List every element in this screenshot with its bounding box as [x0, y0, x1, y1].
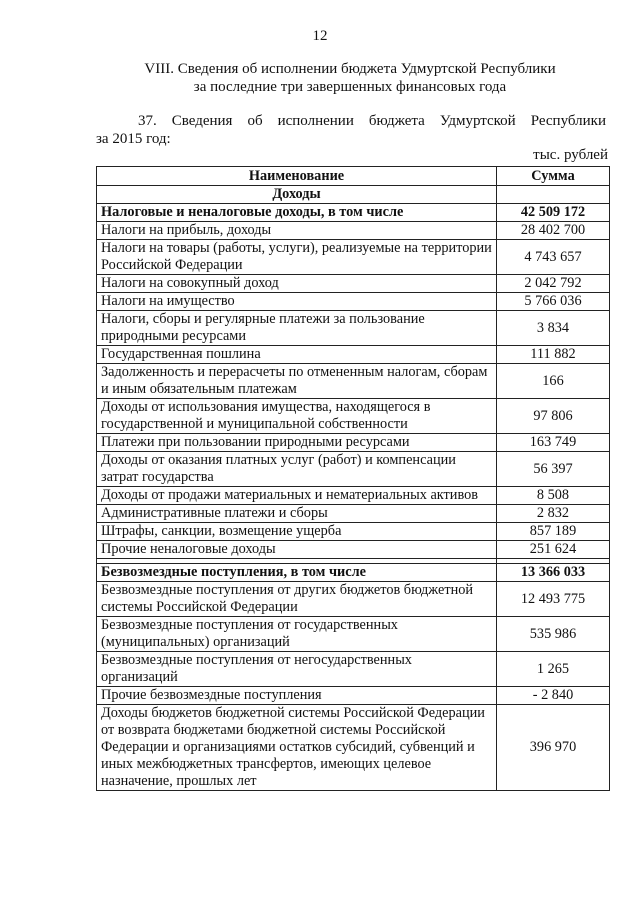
row-name: Доходы от оказания платных услуг (работ) и компенсации затрат государства	[97, 452, 497, 487]
subsection-word: Республики	[530, 113, 606, 129]
row-sum: 4 743 657	[497, 240, 610, 275]
row-name: Штрафы, санкции, возмещение ущерба	[97, 523, 497, 541]
table-row	[97, 452, 610, 487]
table-row	[97, 505, 610, 523]
subsection-word: Сведения	[171, 113, 233, 129]
row-sum: 5 766 036	[497, 293, 610, 311]
subsection-word: Удмуртской	[439, 113, 516, 129]
row-name: Доходы бюджетов бюджетной системы Российской Федерации от возврата бюджетами бюджетной системы Российской Федерации и организациями остатков субсидий, субвенций и иных межбюджетных трансфертов, имеющих целевое назначение, прошлых лет	[97, 705, 497, 791]
row-sum: - 2 840	[497, 687, 610, 705]
row-name: Задолженность и перерасчеты по отмененным налогам, сборам и иным обязательным платежам	[97, 364, 497, 399]
row-name: Административные платежи и сборы	[97, 505, 497, 523]
table-row	[97, 293, 610, 311]
table-row	[97, 582, 610, 617]
row-sum: 251 624	[497, 541, 610, 559]
row-name: Безвозмездные поступления от других бюджетов бюджетной системы Российской Федерации	[97, 582, 497, 617]
table-row	[97, 434, 610, 452]
subsection-word: исполнении	[277, 113, 354, 129]
row-name: Безвозмездные поступления, в том числе	[97, 564, 497, 582]
row-name: Налоги на товары (работы, услуги), реализуемые на территории Российской Федерации	[97, 240, 497, 275]
row-sum: 2 042 792	[497, 275, 610, 293]
subsection-number: 37.	[138, 113, 157, 129]
row-name: Доходы от продажи материальных и нематериальных активов	[97, 487, 497, 505]
row-name: Налоги на имущество	[97, 293, 497, 311]
row-sum: 28 402 700	[497, 222, 610, 240]
row-name: Прочие неналоговые доходы	[97, 541, 497, 559]
units-label: тыс. рублей	[533, 147, 608, 163]
row-sum: 396 970	[497, 705, 610, 791]
section-row-income	[97, 186, 610, 204]
section-empty-cell	[497, 186, 610, 204]
budget-table	[96, 166, 610, 791]
table-row	[97, 687, 610, 705]
header-name: Наименование	[97, 167, 497, 186]
row-name: Доходы от использования имущества, находящегося в государственной и муниципальной собственности	[97, 399, 497, 434]
table-row	[97, 364, 610, 399]
row-name: Налоги, сборы и регулярные платежи за пользование природными ресурсами	[97, 311, 497, 346]
row-sum: 12 493 775	[497, 582, 610, 617]
section-title	[90, 60, 610, 96]
section-label: Доходы	[97, 186, 497, 204]
subsection-heading-line1	[96, 112, 606, 130]
row-sum: 56 397	[497, 452, 610, 487]
row-name: Государственная пошлина	[97, 346, 497, 364]
row-name: Безвозмездные поступления от негосударственных организаций	[97, 652, 497, 687]
table-row	[97, 222, 610, 240]
header-sum: Сумма	[497, 167, 610, 186]
table-row	[97, 523, 610, 541]
table-row	[97, 275, 610, 293]
page-number: 12	[312, 28, 328, 44]
subsection-heading-line2: за 2015 год:	[96, 131, 171, 147]
table-row	[97, 240, 610, 275]
subsection-word: об	[247, 113, 263, 129]
row-name: Налоги на совокупный доход	[97, 275, 497, 293]
row-sum: 111 882	[497, 346, 610, 364]
table-row	[97, 564, 610, 582]
table-row	[97, 541, 610, 559]
row-name: Налоговые и неналоговые доходы, в том числе	[97, 204, 497, 222]
table-row	[97, 399, 610, 434]
table-row	[97, 487, 610, 505]
row-sum: 166	[497, 364, 610, 399]
row-sum: 42 509 172	[497, 204, 610, 222]
table-row	[97, 346, 610, 364]
row-sum: 13 366 033	[497, 564, 610, 582]
row-sum: 2 832	[497, 505, 610, 523]
table-row	[97, 311, 610, 346]
table-body	[97, 186, 610, 791]
row-sum: 1 265	[497, 652, 610, 687]
row-name: Прочие безвозмездные поступления	[97, 687, 497, 705]
table-header-row	[97, 167, 610, 186]
table-row	[97, 617, 610, 652]
table-row	[97, 204, 610, 222]
row-name: Налоги на прибыль, доходы	[97, 222, 497, 240]
row-sum: 163 749	[497, 434, 610, 452]
row-sum: 97 806	[497, 399, 610, 434]
row-sum: 3 834	[497, 311, 610, 346]
row-sum: 8 508	[497, 487, 610, 505]
section-title-line1: VIII. Сведения об исполнении бюджета Удмуртской Республики	[144, 61, 556, 77]
row-name: Платежи при пользовании природными ресурсами	[97, 434, 497, 452]
row-sum: 857 189	[497, 523, 610, 541]
subsection-word: бюджета	[368, 113, 425, 129]
table-row	[97, 705, 610, 791]
row-sum: 535 986	[497, 617, 610, 652]
table-row	[97, 652, 610, 687]
section-title-line2: за последние три завершенных финансовых года	[193, 79, 507, 95]
row-name: Безвозмездные поступления от государственных (муниципальных) организаций	[97, 617, 497, 652]
subsection-heading	[96, 112, 606, 148]
